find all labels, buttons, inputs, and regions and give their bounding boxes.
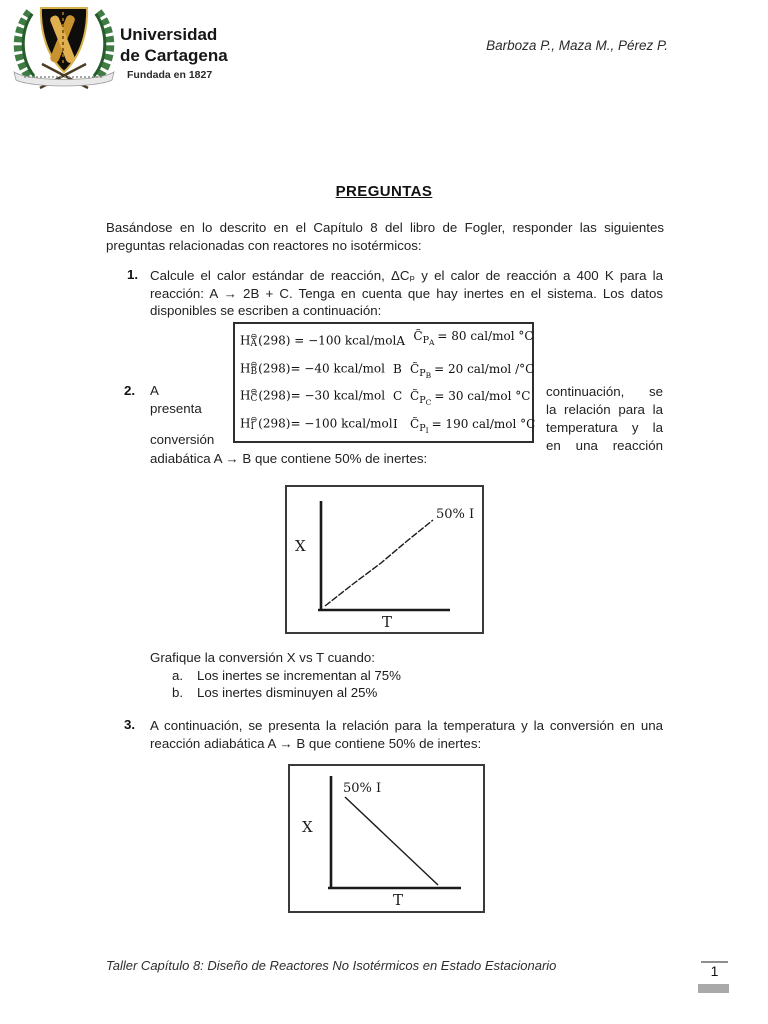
- question-2-text-fragment: A: [150, 383, 159, 398]
- intro-paragraph: Basándose en lo descrito en el Capítulo 8 del libro de Fogler, responder las siguientes preguntas relacionadas con reactores no isotérmicos:: [106, 220, 664, 253]
- list-item: Los inertes disminuyen al 25%: [197, 685, 378, 700]
- heat-capacity-expression: $C̃_{PB} = 20$ cal/mol /°C: [410, 361, 535, 380]
- question-2-text-fragment: la relación para la: [546, 402, 663, 417]
- question-2-text-fragment: conversión: [150, 432, 215, 447]
- question-2-caption: Grafique la conversión X vs T cuando:: [150, 650, 375, 665]
- enthalpy-expression: H ⊖ I (298)= −100 kcal/mol: [240, 415, 393, 433]
- conversion-vs-temperature-graph-ascending: [285, 485, 484, 634]
- thermo-data-row: [240, 359, 535, 380]
- heat-capacity-expression: $C̃_{PI} = 190$ cal/mol °C: [410, 417, 536, 436]
- university-crest-logo: [8, 4, 120, 94]
- page-number: 1: [710, 963, 719, 979]
- question-2-text-fragment: continuación, se: [546, 384, 663, 399]
- thermo-data-row: [240, 387, 531, 408]
- line-label: 50% I: [436, 507, 475, 522]
- question-2-text-fragment: temperatura y la: [546, 420, 663, 435]
- university-name-line2: de Cartagena: [120, 46, 228, 65]
- species-label: C: [393, 389, 403, 404]
- question-2-number: 2.: [124, 383, 136, 398]
- question-3-text: A continuación, se presenta la relación para la temperatura y la conversión en una reacción adiabática A → B que contiene 50% de inertes:: [150, 718, 663, 751]
- enthalpy-expression: H ⊖ A (298) = −100 kcal/mol: [240, 331, 397, 349]
- authors-line: Barboza P., Maza M., Pérez P.: [486, 38, 668, 53]
- thermo-data-row: [240, 415, 536, 436]
- ascending-line: [325, 520, 433, 606]
- page-title: PREGUNTAS: [335, 183, 433, 200]
- species-label: B: [393, 361, 402, 376]
- y-axis-label: X: [295, 537, 306, 555]
- question-2-text-fragment: adiabática A → B que contiene 50% de inertes:: [150, 451, 428, 466]
- descending-line: [345, 797, 438, 885]
- university-name: [120, 24, 228, 66]
- conversion-vs-temperature-graph-descending: [288, 764, 485, 913]
- list-item-marker: b.: [172, 685, 184, 700]
- enthalpy-expression: H ⊖ B (298)= −40 kcal/mol: [240, 359, 385, 377]
- species-label: I: [393, 417, 398, 432]
- question-2-text-fragment: en una reacción: [546, 438, 663, 453]
- question-1-text: Calcule el calor estándar de reacción, ΔCₚ y el calor de reacción a 400 K para la reacción: A → 2B + C. Tenga en cuenta que hay inertes en el sistema. Los datos disponibles se escriben a continuación:: [150, 268, 663, 319]
- enthalpy-expression: H ⊖ C (298)= −30 kcal/mol: [240, 387, 386, 405]
- line-label: 50% I: [343, 781, 382, 796]
- heat-capacity-expression: $C̃_{PC} = 30$ cal/mol °C: [410, 389, 531, 408]
- founded-text: Fundada en 1827: [127, 69, 213, 81]
- question-1-number: 1.: [127, 267, 139, 282]
- question-2-text-fragment: presenta: [150, 401, 202, 416]
- heat-capacity-expression: $C̃_{PA} = 80$ cal/mol °C: [413, 328, 534, 347]
- x-axis-label: T: [382, 613, 393, 631]
- y-axis-label: X: [302, 818, 313, 836]
- x-axis-label: T: [393, 891, 404, 909]
- university-name-line1: Universidad: [120, 25, 218, 44]
- species-label: A: [396, 333, 406, 348]
- thermo-data-row: [240, 328, 534, 349]
- question-3-number: 3.: [124, 717, 136, 732]
- list-item-marker: a.: [172, 668, 184, 683]
- list-item: Los inertes se incrementan al 75%: [197, 668, 401, 683]
- footer-title: Taller Capítulo 8: Diseño de Reactores No Isotérmicos en Estado Estacionario: [106, 958, 557, 973]
- thermo-data-box: [233, 322, 534, 443]
- page-number-bar: [698, 984, 729, 993]
